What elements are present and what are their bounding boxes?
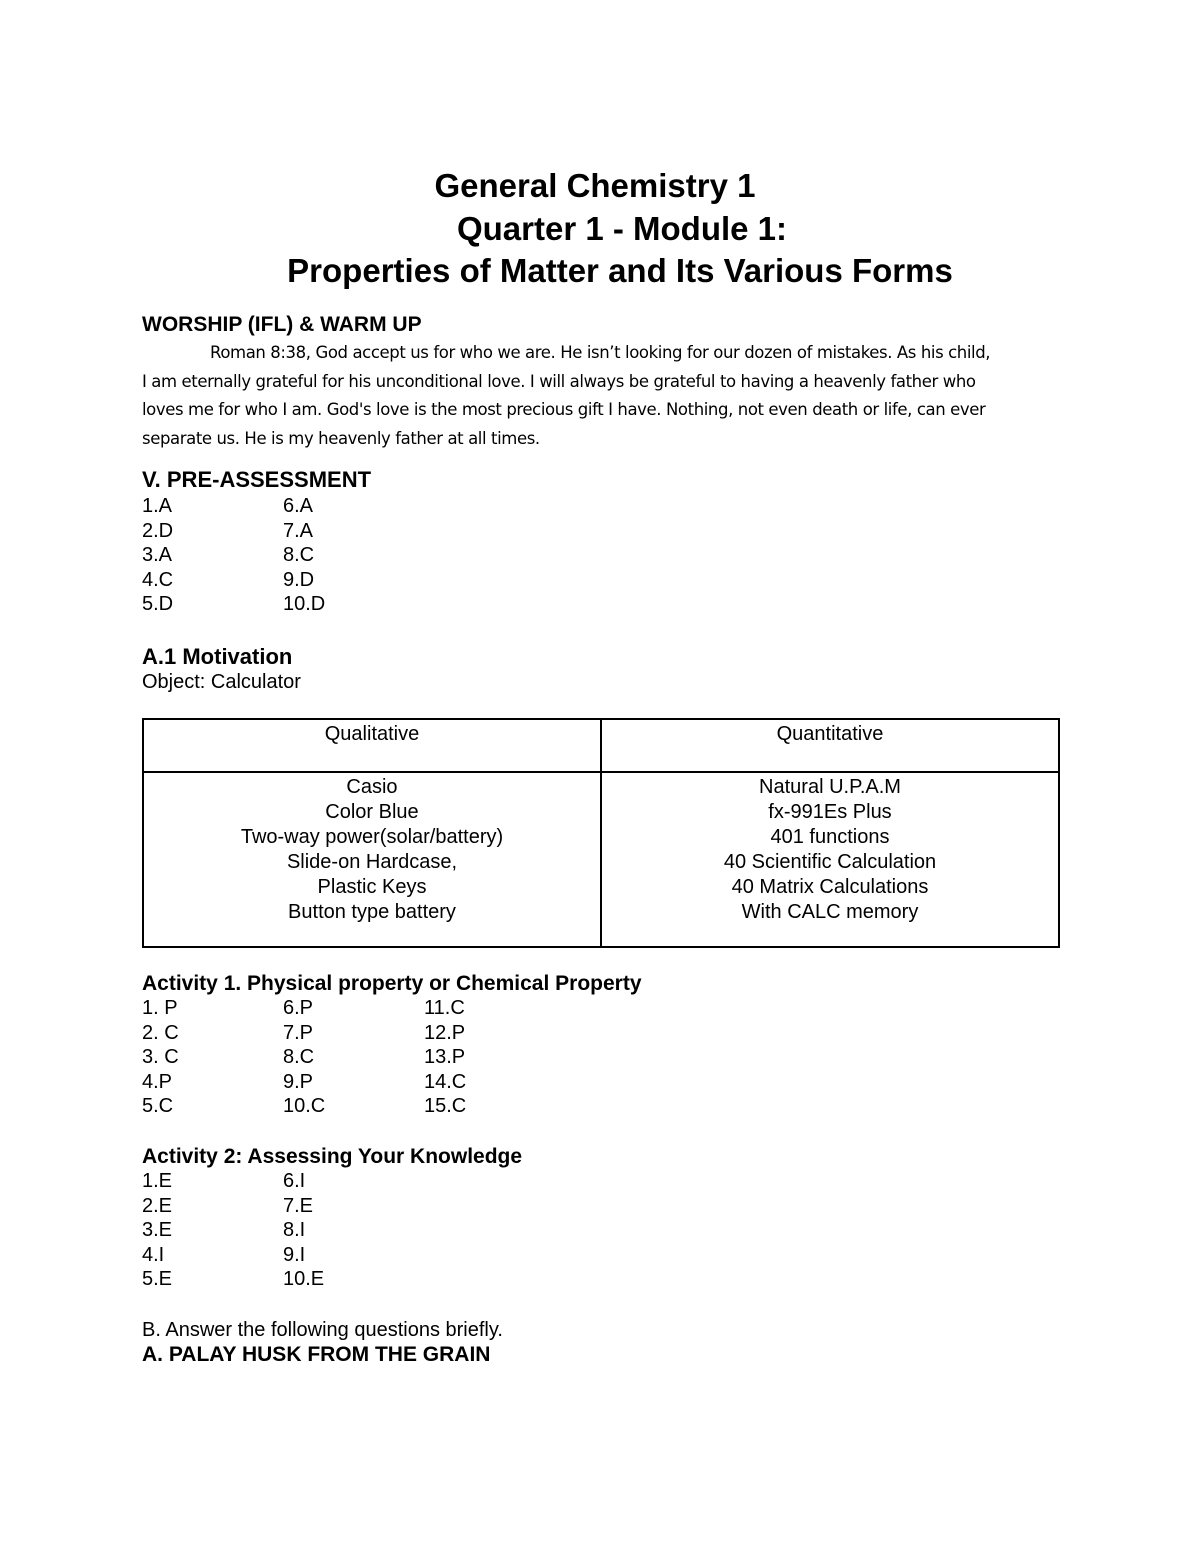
module-title: Quarter 1 - Module 1:	[456, 210, 788, 247]
document-title: General Chemistry 1	[434, 167, 756, 204]
answer-row: 5.C 10.C 15.C	[142, 1095, 467, 1118]
answer-row: 4.P 9.P 14.C	[142, 1070, 467, 1093]
section-b-subheading: A. PALAY HUSK FROM THE GRAIN	[142, 1343, 491, 1366]
activity2-heading: Activity 2: Assessing Your Knowledge	[142, 1145, 523, 1168]
quantitative-cell: Natural U.P.A.M fx-991Es Plus 401 functions 40 Scientific Calculation 40 Matrix Calculations With CALC memory	[601, 772, 1059, 947]
answer-row: 3.A 8.C	[142, 544, 315, 567]
table-header-qualitative: Qualitative	[143, 719, 601, 772]
answer-row: 4.I 9.I	[142, 1243, 306, 1266]
worship-paragraph	[142, 339, 1060, 453]
properties-table	[142, 718, 1060, 948]
answer-row: 1.A 6.A	[142, 495, 314, 517]
worship-line: Roman 8:38, God accept us for who we are. He isn’t looking for our dozen of mistakes. As his child,	[210, 343, 991, 362]
answer-row: 2. C 7.P 12.P	[142, 1021, 466, 1044]
lesson-title: Properties of Matter and Its Various Forms	[287, 252, 953, 289]
qualitative-cell: Casio Color Blue Two-way power(solar/battery) Slide-on Hardcase, Plastic Keys Button type battery	[143, 772, 601, 947]
motivation-heading: A.1 Motivation	[142, 644, 293, 669]
answer-row: 2.E 7.E	[142, 1194, 314, 1217]
worship-heading: WORSHIP (IFL) & WARM UP	[142, 313, 422, 336]
answer-row: 5.E 10.E	[142, 1268, 325, 1291]
table-header-quantitative: Quantitative	[601, 719, 1059, 772]
activity1-heading: Activity 1. Physical property or Chemical Property	[142, 972, 642, 995]
answer-row: 3. C 8.C 13.P	[142, 1046, 466, 1069]
answer-row: 3.E 8.I	[142, 1219, 306, 1242]
pre-assessment-answers	[142, 494, 424, 617]
worship-line: I am eternally grateful for his unconditional love. I will always be grateful to having a heavenly father who	[142, 371, 976, 391]
pre-assessment-heading: V. PRE-ASSESSMENT	[142, 467, 372, 492]
motivation-object: Object: Calculator	[142, 671, 301, 693]
worship-line: separate us. He is my heavenly father at all times.	[142, 428, 540, 448]
answer-row: 1.E 6.I	[142, 1170, 306, 1192]
answer-row: 2.D 7.A	[142, 519, 314, 542]
worship-line: loves me for who I am. God's love is the most precious gift I have. Nothing, not even death or life, can ever	[142, 400, 986, 419]
answer-row: 5.D 10.D	[142, 593, 326, 616]
activity1-answers	[142, 996, 565, 1119]
answer-row: 4.C 9.D	[142, 568, 315, 591]
activity2-answers	[142, 1169, 424, 1292]
answer-row: 1. P 6.P 11.C	[142, 997, 465, 1019]
section-b-instruction: B. Answer the following questions briefly.	[142, 1319, 503, 1341]
